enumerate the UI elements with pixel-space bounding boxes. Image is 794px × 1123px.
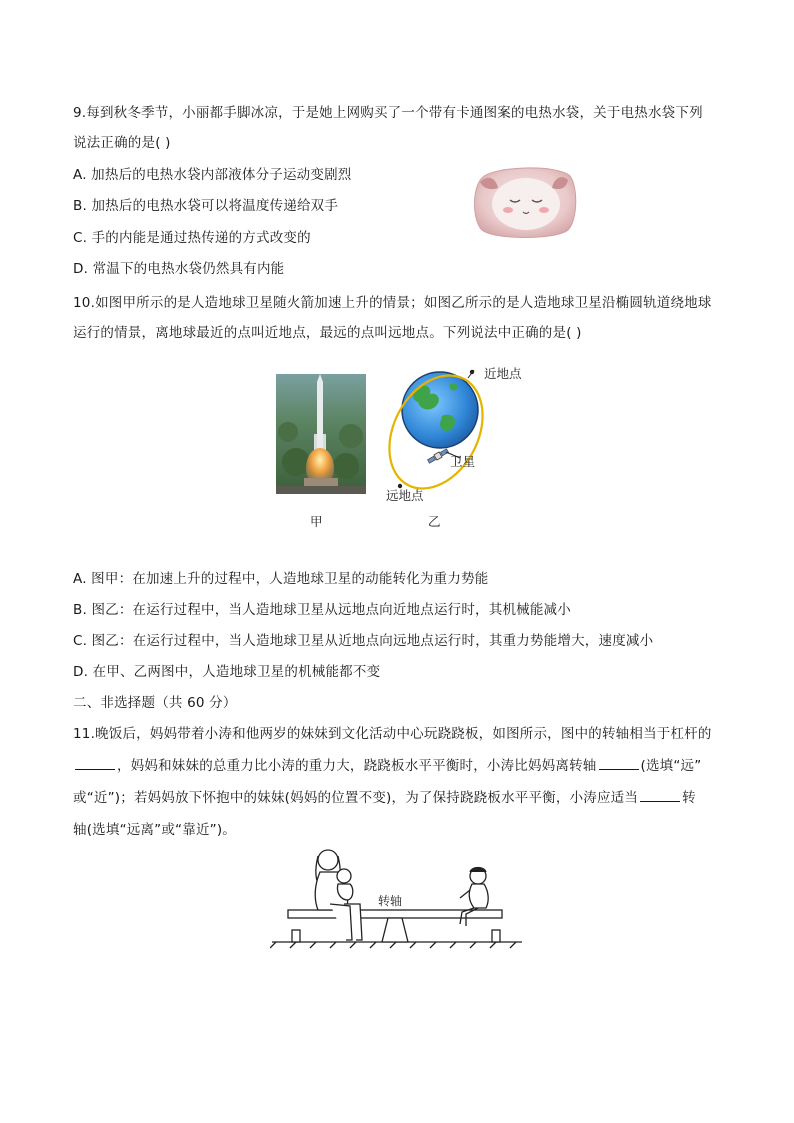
q9-option-d: D. 常温下的电热水袋仍然具有内能 — [73, 261, 285, 277]
q11-line2 — [73, 757, 701, 775]
q11-line3-text-b: 转 — [682, 790, 696, 806]
q10-stem-line1: 10.如图甲所示的是人造地球卫星随火箭加速上升的情景；如图乙所示的是人造地球卫星沿椭圆轨道绕地球 — [73, 295, 712, 311]
q11-line3-text-a: 或“近”)；若妈妈放下怀抱中的妹妹(妈妈的位置不变)，为了保持跷跷板水平平衡，小涛应适当 — [73, 790, 639, 806]
q10-option-c: C. 图乙：在运行过程中，当人造地球卫星从近地点向远地点运行时，其重力势能增大，速度减小 — [73, 633, 654, 649]
answer-blank-1[interactable] — [75, 757, 115, 770]
section2-heading: 二、非选择题（共 60 分） — [73, 695, 237, 711]
hot-water-bag-image — [470, 160, 580, 242]
rocket-launch-photo — [276, 374, 366, 494]
earth-icon — [402, 372, 478, 448]
q9-option-c: C. 手的内能是通过热传递的方式改变的 — [73, 230, 311, 246]
satellite-icon — [427, 448, 449, 464]
label-apogee: 远地点 — [386, 488, 424, 503]
q9-stem-line2: 说法正确的是( ) — [73, 135, 171, 151]
label-perigee: 近地点 — [484, 366, 522, 381]
answer-blank-2[interactable] — [599, 757, 639, 770]
q9-option-b: B. 加热后的电热水袋可以将温度传递给双手 — [73, 198, 339, 214]
q11-line2-text-b: (选填“远” — [640, 758, 702, 774]
q10-option-a: A. 图甲：在加速上升的过程中，人造地球卫星的动能转化为重力势能 — [73, 571, 489, 587]
q9-option-a: A. 加热后的电热水袋内部液体分子运动变剧烈 — [73, 167, 352, 183]
q11-line4: 轴(选填“远离”或“靠近”)。 — [73, 822, 237, 838]
figure-jia-caption: 甲 — [310, 514, 323, 529]
q10-stem-line2: 运行的情景，离地球最近的点叫近地点，最远的点叫远地点。下列说法中正确的是( ) — [73, 325, 582, 341]
label-pivot: 转轴 — [378, 894, 403, 908]
answer-blank-3[interactable] — [640, 789, 680, 802]
q11-line3 — [73, 789, 696, 807]
label-satellite: 卫星 — [450, 454, 476, 469]
q10-option-b: B. 图乙：在运行过程中，当人造地球卫星从远地点向近地点运行时，其机械能减小 — [73, 602, 571, 618]
figure-yi-caption: 乙 — [428, 514, 441, 529]
q11-line1: 11.晚饭后，妈妈带着小涛和他两岁的妹妹到文化活动中心玩跷跷板，如图所示，图中的转轴相当于杠杆的 — [73, 726, 712, 742]
q11-line2-text-a: ，妈妈和妹妹的总重力比小涛的重力大，跷跷板水平平衡时，小涛比妈妈离转轴 — [117, 758, 597, 774]
q9-stem-line1: 9.每到秋冬季节，小丽都手脚冰凉，于是她上网购买了一个带有卡通图案的电热水袋，关于电热水袋下列 — [73, 105, 703, 121]
q10-option-d: D. 在甲、乙两图中，人造地球卫星的机械能都不变 — [73, 664, 381, 680]
